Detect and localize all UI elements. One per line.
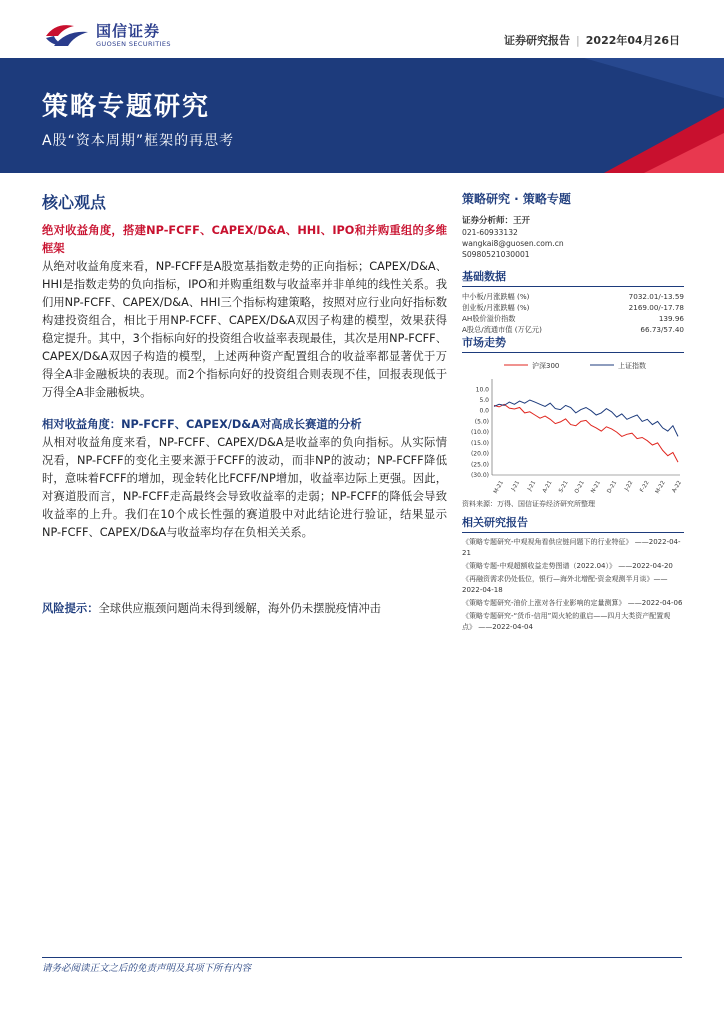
x-tick-label: D-21 — [606, 480, 619, 495]
basic-data-row: AH股价溢价指数 139.96 — [462, 314, 684, 323]
report-meta: 证券研究报告 | 2022年04月26日 — [504, 34, 680, 47]
series-line — [494, 400, 678, 436]
category-label: 策略研究 · 策略专题 — [462, 192, 571, 206]
banner-decoration-icon — [524, 58, 724, 173]
x-tick-label: J-22 — [623, 480, 635, 493]
legend-label: 上证指数 — [618, 362, 646, 370]
company-logo — [44, 18, 184, 52]
basic-data-row: 创业板/月涨跌幅 (%) 2169.00/-17.78 — [462, 303, 684, 312]
x-tick-label: J-21 — [526, 480, 538, 493]
logo-mark-icon — [44, 20, 90, 50]
absolute-return-body: 从绝对收益角度来看，NP-FCFF是A股宽基指数走势的正向指标；CAPEX/D&A、HHI是指数走势的负向指标，IPO和并购重组数与收益率并非单纯的线性关系。我们用NP-FCFF、CAPEX/D&A、HHI三个指标构建策略，按照对应行业向好指标数构建投资组合，相比于用NP-FCFF、CAPEX/D&A双因子构建的模型，效果获得稳定提升。其中，3个指标向好的投资组合收益率表现最佳，其次是用NP-FCFF、CAPEX/D&A双因子构造的模型，上述两种资产配置组合的收益率都显著优于万得全A非金融板块的表现。而2个指标向好的投资组合则表现不佳，回报表现低于万得全A非金融板块。 — [42, 260, 447, 399]
y-tick-label: (5.0) — [474, 418, 489, 426]
chart-source: 资料来源：万得、国信证券经济研究所整理 — [462, 500, 595, 508]
page-title: 策略专题研究 — [42, 92, 211, 122]
analyst-info — [462, 216, 684, 260]
risk-heading: 风险提示： — [42, 602, 99, 615]
logo-english-name: GUOSEN SECURITIES — [96, 40, 171, 48]
analyst-cert: S0980521030001 — [462, 250, 530, 259]
page-subtitle: A股“资本周期”框架的再思考 — [42, 133, 235, 149]
y-tick-label: (15.0) — [470, 439, 489, 447]
y-tick-label: (30.0) — [470, 472, 489, 479]
analyst-name: 证券分析师：王开 — [462, 216, 531, 226]
footer-disclaimer: 请务必阅读正文之后的免责声明及其项下所有内容 — [42, 963, 252, 974]
sidebar-category — [462, 190, 684, 207]
related-report-link[interactable]: 《策略专题-中观超额收益走势图谱（2022.04）》 ——2022-04-20 — [462, 562, 673, 570]
relative-return-heading: 相对收益角度：NP-FCFF、CAPEX/D&A对高成长赛道的分析 — [42, 418, 362, 431]
legend-label: 沪深300 — [532, 362, 560, 370]
y-tick-label: 10.0 — [475, 386, 489, 394]
series-line — [494, 404, 678, 462]
report-type: 证券研究报告 — [504, 34, 571, 47]
market-trend-section — [462, 334, 684, 510]
market-trend-heading: 市场走势 — [462, 334, 684, 353]
y-tick-label: 0.0 — [479, 407, 489, 415]
core-views-heading: 核心观点 — [42, 193, 107, 212]
market-trend-chart — [462, 357, 684, 497]
x-tick-label: O-21 — [573, 480, 586, 495]
x-tick-label: M-21 — [492, 480, 505, 495]
related-report-link[interactable]: 《策略专题研究-油价上涨对各行业影响的定量测算》 ——2022-04-06 — [462, 599, 683, 607]
risk-body: 全球供应瓶颈问题尚未得到缓解，海外仍未摆脱疫情冲击 — [98, 602, 381, 615]
x-tick-label: A-22 — [671, 480, 683, 494]
x-tick-label: J-21 — [510, 480, 522, 493]
y-tick-label: (25.0) — [470, 461, 489, 469]
related-reports-section — [462, 514, 684, 635]
relative-return-body: 从相对收益角度来看，NP-FCFF、CAPEX/D&A是收益率的负向指标。从实际情况看，NP-FCFF的变化主要来源于FCFF的波动，而非NP的波动；NP-FCFF降低时，意味着FCFF的增加，现金转化比FCFF/NP增加，收益率边际上更强。因此，对赛道股而言，NP-FCFF走高最终会导致收益率的走弱；NP-FCFF的降低会导致收益率的上升。我们在10个成长性强的赛道股中对此结论进行验证，结果显示NP-FCFF、CAPEX/D&A与收益率均存在负相关关系。 — [42, 436, 447, 539]
related-reports-heading: 相关研究报告 — [462, 514, 684, 533]
section-absolute-return — [42, 222, 447, 402]
section-relative-return — [42, 416, 447, 542]
footer-divider — [42, 957, 682, 958]
x-tick-label: N-21 — [590, 480, 603, 495]
x-tick-label: S-21 — [558, 480, 570, 494]
basic-data-row: A股总/流通市值 (万亿元) 66.73/57.40 — [462, 325, 684, 334]
x-tick-label: F-22 — [639, 480, 651, 494]
absolute-return-heading: 绝对收益角度，搭建NP-FCFF、CAPEX/D&A、HHI、IPO和并购重组的多维框架 — [42, 224, 447, 255]
basic-data-heading: 基础数据 — [462, 268, 684, 287]
related-report-link[interactable]: 《策略专题研究-中观视角看供应链问题下的行业特征》 ——2022-04-21 — [462, 538, 681, 557]
report-date: 2022年04月26日 — [585, 34, 680, 47]
basic-data-section — [462, 268, 684, 335]
basic-data-row: 中小板/月涨跌幅 (%) 7032.01/-13.59 — [462, 292, 684, 301]
x-tick-label: A-21 — [541, 480, 554, 494]
x-tick-label: M-22 — [654, 480, 667, 495]
logo-name: 国信证券 — [96, 22, 161, 40]
y-tick-label: 5.0 — [479, 397, 489, 404]
risk-warning — [42, 600, 447, 618]
related-report-link[interactable]: 《再融资需求仍处低位，银行—海外北增配-资金观测半月谈》——2022-04-18 — [462, 575, 668, 594]
analyst-phone: 021-60933132 — [462, 228, 518, 237]
y-tick-label: (20.0) — [470, 450, 489, 458]
related-report-link[interactable]: 《策略专题研究-“货币-信用”周火轮的重启——四月大类资产配置观点》 ——2022-04-04 — [462, 612, 671, 631]
analyst-email[interactable]: wangkai8@guosen.com.cn — [462, 239, 564, 248]
y-tick-label: (10.0) — [470, 429, 489, 437]
